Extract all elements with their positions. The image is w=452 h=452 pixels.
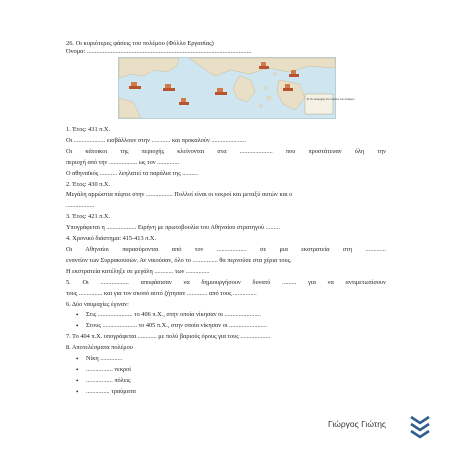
list-item: • Στους ...................... το 405 π.Χ., στην οποία νίκησαν οι ........................ [66, 321, 386, 332]
island [260, 105, 263, 108]
text-line: Οι .................... εισβάλλουν στην ............ και προκαλούν ...................... [66, 136, 246, 144]
section-heading-8: 8. Αποτελέσματα πολέμου [66, 344, 133, 352]
section-heading-7: 7. Το 404 π.Χ. υπογράφεται ............ με πολύ βαριούς όρους για τους ................... [66, 333, 271, 341]
list-item: • ................. πόλεις [66, 376, 386, 387]
section-heading-2: 2. Έτος: 430 π.Χ. [66, 180, 111, 188]
list-item: • ............... τραύματα [66, 387, 386, 398]
island [267, 96, 271, 100]
chevrons-down-icon [408, 414, 432, 440]
island [274, 73, 277, 76]
text-line: Μεγάλη αρρώστια πέφτει στην ................. Πολλοί είναι οι νεκροί και μεταξύ αυτών και ο [66, 191, 293, 199]
text-line: περιοχή από την .................. ως τον .............. [66, 158, 180, 166]
map-image [118, 57, 355, 119]
section-heading-1: 1. Έτος: 431 π.Χ. [66, 126, 111, 133]
list-item: • Στις ...................... το 406 π.Χ., στην οποία νίκησαν οι ....................... [66, 310, 386, 321]
worksheet-body [66, 125, 386, 398]
text-line: 5. Οι .................. αποφάσισαν να δημιουργήσουν δυνατό ......... για να αντιμετωπίσουν [66, 278, 386, 286]
worksheet-title: 26. Οι κυριότερες φάσεις του πολέμου (Φύλλο Εργασίας) [66, 40, 214, 47]
section-heading-6: 6. Δύο ναυμαχίες έγιναν: [66, 300, 129, 308]
text-line: Ο αθηναϊκός ........... λεηλατεί τα παράλια της .......... [66, 169, 198, 177]
section-heading-4: 4. Χρονικό διάστημα: 415-413 π.Χ. [66, 235, 157, 243]
text-line: Υπογράφεται η ................... Ειρήνη με πρωτοβουλία του Αθηναίου στρατηγού ......... [66, 224, 280, 232]
text-line: εναντίον των Συρρακουσών. Αν νικούσαν, όλο το ................ θα περνούσε στα χέρια τους. [66, 256, 292, 264]
text-line: Οι Αθηναίοι παρασύρονται από τον ................... σε μια εκστρατεία στη ............. [66, 245, 386, 253]
map-legend-text: Β. Οι ναυμαχίες στο πλαίσιο του πολέμου [307, 98, 355, 101]
list-item: • Νίκη .............. [66, 354, 386, 365]
map-legend-box [305, 94, 333, 114]
text-line: τους ............... και για τον σκοπό αυτό ζήτησαν ............. από τους ............... [66, 289, 257, 297]
island [264, 87, 267, 90]
author-name: Γιώργος Γιώτης [328, 419, 387, 429]
text-line: .................. [66, 202, 95, 210]
text-line: Οι κάτοικοι της περιοχής κλείνονται στα ..................... που προστάτευαν όλη την [66, 147, 386, 155]
text-line: Η εκστρατεία κατέληξε σε μεγάλη ............ των ............... [66, 267, 210, 275]
name-field-line: Όνομα: ....................................................................................................... [66, 48, 252, 55]
list-item: • ................. νεκροί [66, 365, 386, 376]
section-heading-3: 3. Έτος: 421 π.Χ. [66, 213, 111, 221]
